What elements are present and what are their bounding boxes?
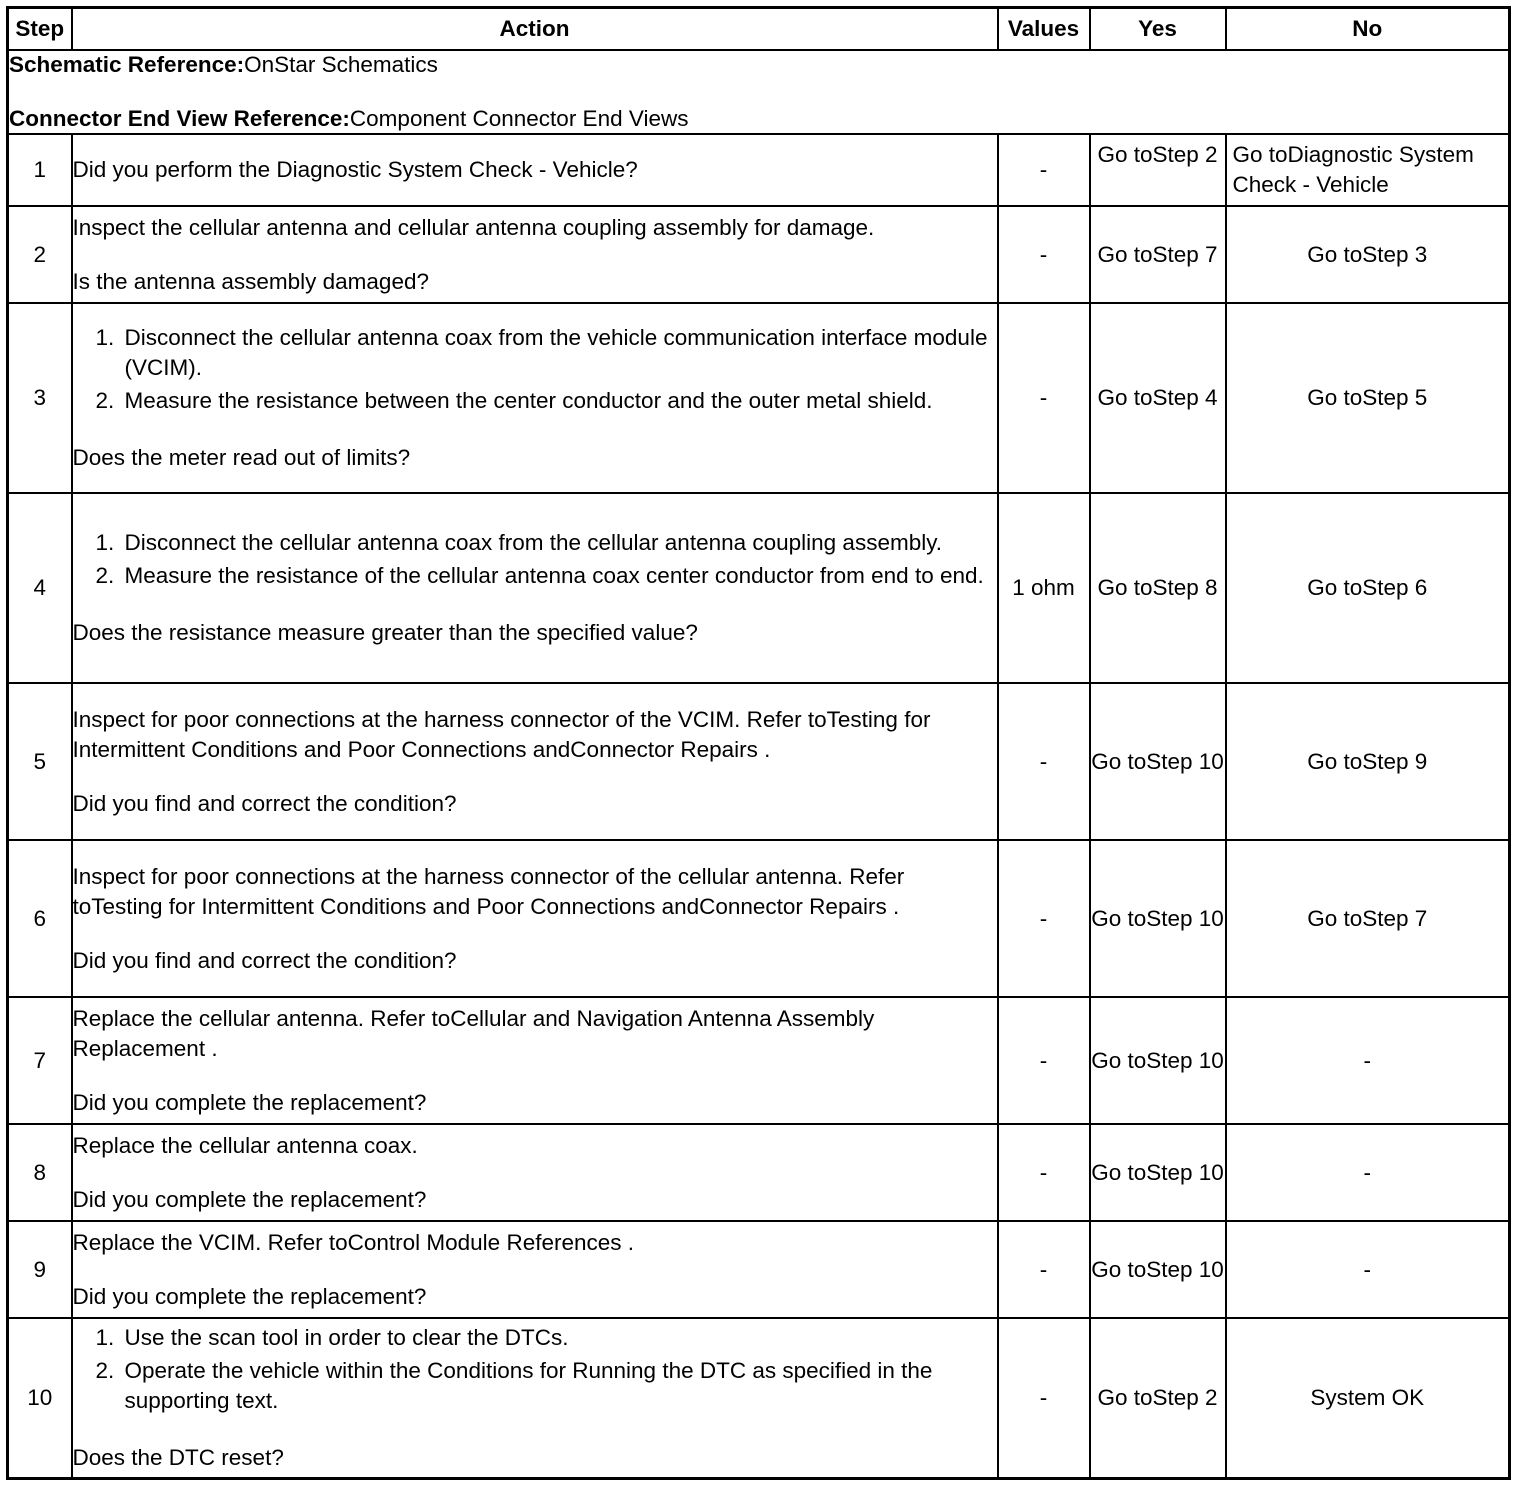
values-cell: - [998,683,1090,840]
action-cell [72,997,998,1124]
action-text: Replace the VCIM. Refer toControl Module References . [72,1229,635,1255]
values-cell: - [998,997,1090,1124]
table-row [8,1318,1510,1478]
connector-reference [9,105,1508,133]
header-yes: Yes [1090,8,1226,51]
no-link[interactable]: Go toDiagnostic System Check - Vehicle [1226,134,1510,206]
values-cell: - [998,206,1090,303]
no-link[interactable]: Go toStep 3 [1226,206,1510,303]
yes-link[interactable]: Go toStep 4 [1090,303,1226,493]
action-question: Did you complete the replacement? [72,1089,427,1115]
action-question: Did you complete the replacement? [72,1283,427,1309]
action-question: Did you complete the replacement? [72,1186,427,1212]
substep-item: 2. Operate the vehicle within the Conditions for Running the DTC as specified in the supporting text. [121,1356,997,1416]
no-cell: - [1226,1124,1510,1221]
yes-link[interactable]: Go toStep 10 [1090,683,1226,840]
values-cell: - [998,134,1090,206]
step-number: 5 [8,683,72,840]
step-number: 10 [8,1318,72,1478]
values-cell: 1 ohm [998,493,1090,683]
values-cell: - [998,1124,1090,1221]
substep-list [73,323,997,416]
no-link[interactable]: Go toStep 9 [1226,683,1510,840]
action-question: Does the DTC reset? [72,1444,284,1470]
yes-link[interactable]: Go toStep 10 [1090,840,1226,997]
table-row [8,134,1510,206]
yes-link[interactable]: Go toStep 10 [1090,1221,1226,1318]
no-cell: - [1226,997,1510,1124]
no-link[interactable]: Go toStep 7 [1226,840,1510,997]
substep-item: 2. Measure the resistance between the center conductor and the outer metal shield. [121,386,997,416]
action-cell [72,683,998,840]
table-row [8,997,1510,1124]
schematic-reference-link[interactable]: OnStar Schematics [244,52,438,77]
substep-list [73,1323,997,1416]
substep-list [73,528,997,591]
schematic-reference-label: Schematic Reference: [9,52,245,77]
substep-item: 2. Measure the resistance of the cellular antenna coax center conductor from end to end. [121,561,997,591]
yes-link[interactable]: Go toStep 2 [1090,134,1226,206]
step-number: 6 [8,840,72,997]
step-number: 2 [8,206,72,303]
reference-row [8,50,1510,134]
table-row [8,206,1510,303]
action-text: Replace the cellular antenna. Refer toCellular and Navigation Antenna Assembly Replacement . [72,1005,875,1061]
action-cell [72,1124,998,1221]
step-number: 8 [8,1124,72,1221]
header-action: Action [72,8,998,51]
connector-reference-label: Connector End View Reference: [9,106,350,131]
step-number: 1 [8,134,72,206]
no-link[interactable]: Go toStep 6 [1226,493,1510,683]
yes-link[interactable]: Go toStep 8 [1090,493,1226,683]
yes-link[interactable]: Go toStep 2 [1090,1318,1226,1478]
action-cell [72,1221,998,1318]
header-no: No [1226,8,1510,51]
header-step: Step [8,8,72,51]
action-question: Did you find and correct the condition? [72,790,457,816]
action-question: Did you find and correct the condition? [72,947,457,973]
action-question: Does the meter read out of limits? [72,445,411,470]
header-row [8,8,1510,51]
action-cell [72,134,998,206]
table-row [8,683,1510,840]
action-text: Inspect for poor connections at the harness connector of the cellular antenna. Refer toTesting for Intermittent Conditions and Poor Connections andConnector Repairs . [72,863,905,919]
action-cell [72,206,998,303]
values-cell: - [998,303,1090,493]
reference-cell [8,50,1510,134]
table-row [8,1221,1510,1318]
action-text: Did you perform the Diagnostic System Check - Vehicle? [72,157,638,182]
step-number: 4 [8,493,72,683]
diagnostic-table [6,6,1511,1480]
table-row [8,493,1510,683]
no-link[interactable]: Go toStep 5 [1226,303,1510,493]
table-row [8,1124,1510,1221]
no-cell: - [1226,1221,1510,1318]
step-number: 7 [8,997,72,1124]
values-cell: - [998,840,1090,997]
yes-link[interactable]: Go toStep 7 [1090,206,1226,303]
action-cell [72,303,998,493]
action-cell [72,840,998,997]
action-question: Is the antenna assembly damaged? [72,268,429,294]
yes-link[interactable]: Go toStep 10 [1090,997,1226,1124]
substep-item: 1. Disconnect the cellular antenna coax from the cellular antenna coupling assembly. [121,528,997,558]
no-cell: System OK [1226,1318,1510,1478]
action-text: Replace the cellular antenna coax. [72,1132,418,1158]
yes-link[interactable]: Go toStep 10 [1090,1124,1226,1221]
schematic-reference [9,51,1508,79]
table-row [8,840,1510,997]
substep-item: 1. Use the scan tool in order to clear the DTCs. [121,1323,997,1353]
action-question: Does the resistance measure greater than the specified value? [72,620,698,645]
values-cell: - [998,1221,1090,1318]
step-number: 3 [8,303,72,493]
table-row [8,303,1510,493]
header-values: Values [998,8,1090,51]
connector-reference-link[interactable]: Component Connector End Views [349,106,689,131]
step-number: 9 [8,1221,72,1318]
values-cell: - [998,1318,1090,1478]
substep-item: 1. Disconnect the cellular antenna coax from the vehicle communication interface module (VCIM). [121,323,997,383]
action-text: Inspect for poor connections at the harness connector of the VCIM. Refer toTesting for Intermittent Conditions and Poor Connections andConnector Repairs . [72,706,931,762]
action-cell [72,1318,998,1478]
action-cell [72,493,998,683]
action-text: Inspect the cellular antenna and cellular antenna coupling assembly for damage. [72,214,875,240]
